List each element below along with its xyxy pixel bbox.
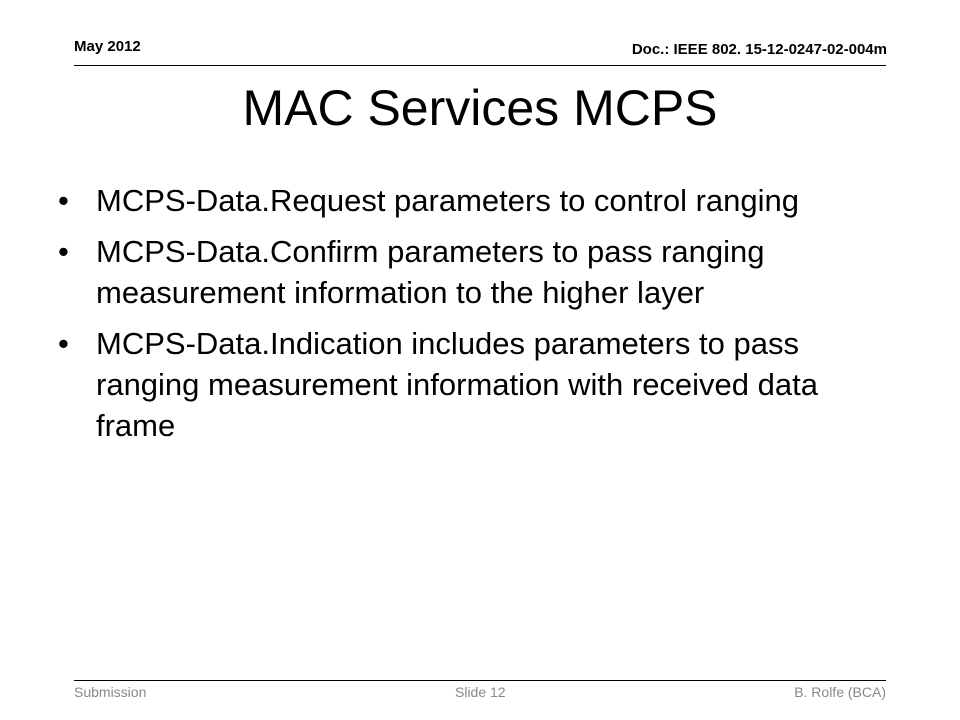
- footer-author: B. Rolfe (BCA): [794, 684, 886, 700]
- bullet-dot-icon: •: [58, 183, 69, 218]
- slide-title: MAC Services MCPS: [242, 80, 718, 136]
- header-date: May 2012: [74, 38, 141, 55]
- bullet-item: [54, 323, 904, 446]
- bullet-dot-icon: •: [58, 234, 69, 269]
- bullet-dot-icon: •: [58, 326, 69, 361]
- footer-divider: [74, 680, 886, 681]
- footer-slide-number: Slide 12: [455, 684, 506, 700]
- bullet-item: [54, 180, 904, 221]
- header-doc-id: Doc.: IEEE 802. 15-12-0247-02-004m: [631, 41, 887, 58]
- bullet-text: MCPS-Data.Request parameters to control ranging: [96, 183, 799, 218]
- bullet-text: MCPS-Data.Indication includes parameters to pass ranging measurement information with received data frame: [96, 326, 818, 443]
- bullet-item: [54, 231, 904, 313]
- footer-submission: Submission: [74, 684, 147, 700]
- bullet-list: [54, 180, 904, 456]
- header-divider: [74, 65, 886, 66]
- bullet-text: MCPS-Data.Confirm parameters to pass ranging measurement information to the higher layer: [96, 234, 765, 310]
